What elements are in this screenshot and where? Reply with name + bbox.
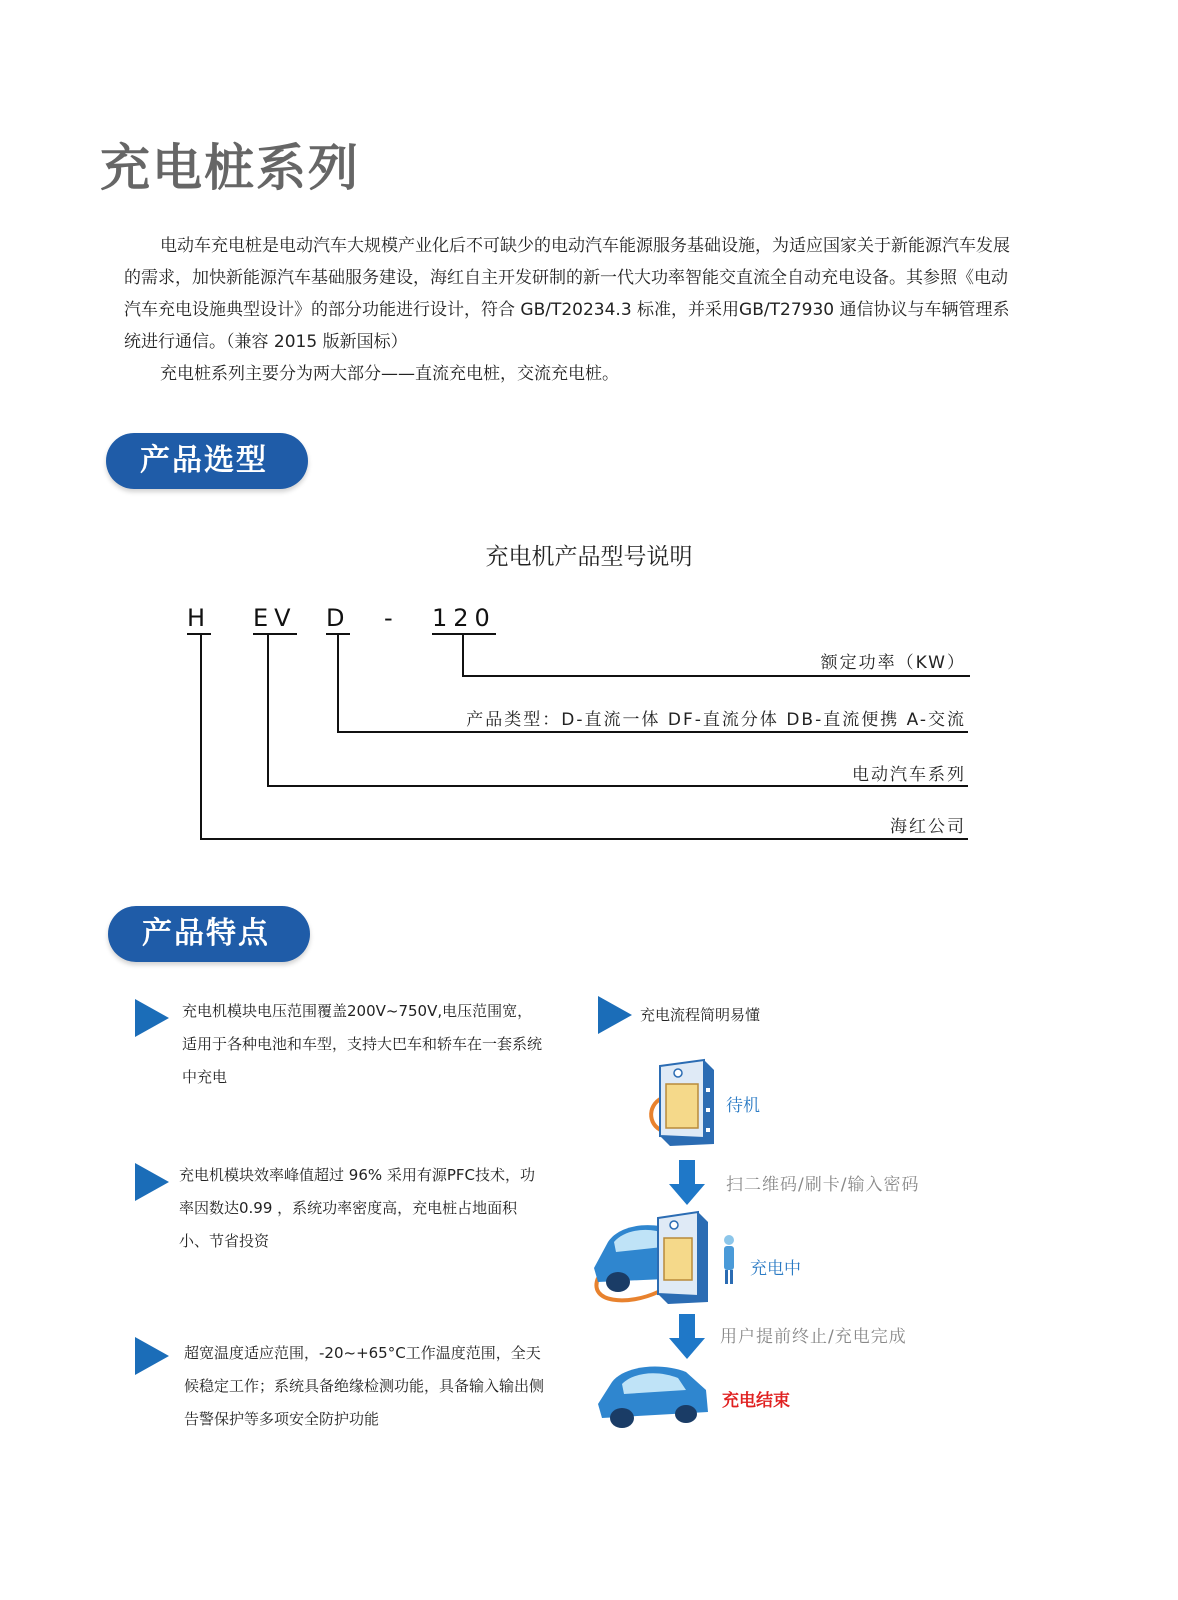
desc-rated-power: 额定功率（KW） bbox=[820, 653, 966, 673]
section-heading-model-selection: 产品选型 bbox=[106, 433, 308, 489]
flow-state-charging: 充电中 bbox=[750, 1259, 801, 1279]
flow-down-arrow-icon bbox=[668, 1160, 706, 1206]
flow-step-finish: 用户提前终止/充电完成 bbox=[720, 1327, 907, 1347]
intro-paragraph-2: 充电桩系列主要分为两大部分——直流充电桩，交流充电桩。 bbox=[160, 364, 619, 384]
flow-heading: 充电流程简明易懂 bbox=[640, 1006, 761, 1024]
car-charging-icon bbox=[588, 1208, 748, 1308]
desc-company: 海红公司 bbox=[890, 817, 966, 837]
section-heading-features: 产品特点 bbox=[108, 906, 310, 962]
diagram-title: 充电机产品型号说明 bbox=[485, 544, 693, 570]
flow-state-standby: 待机 bbox=[726, 1096, 760, 1116]
feature-3: 超宽温度适应范围，-20~+65°C工作温度范围，全天候稳定工作；系统具备绝缘检测功能，具备输入输出侧告警保护等多项安全防护功能 bbox=[184, 1344, 545, 1428]
flow-step-scan: 扫二维码/刷卡/输入密码 bbox=[726, 1175, 920, 1195]
model-code-dash: - bbox=[384, 604, 399, 632]
desc-product-type: 产品类型：D-直流一体 DF-直流分体 DB-直流便携 A-交流 bbox=[466, 710, 966, 730]
flow-down-arrow-icon bbox=[668, 1314, 706, 1360]
model-code-ev: EV bbox=[253, 604, 297, 632]
desc-ev-series: 电动汽车系列 bbox=[852, 765, 966, 785]
bullet-arrow-icon bbox=[135, 999, 169, 1037]
intro-paragraph-1: 电动车充电桩是电动汽车大规模产业化后不可缺少的电动汽车能源服务基础设施，为适应国家关于新能源汽车发展的需求，加快新能源汽车基础服务建设，海红自主开发研制的新一代大功率智能交直流全自动充电设备。其参照《电动汽车充电设施典型设计》的部分功能进行设计，符合 GB/T20234.3 标准，并采用GB/T27930 通信协议与车辆管理系统进行通信。（兼容 2015 版新国标） bbox=[124, 236, 1010, 352]
model-code-power: 120 bbox=[432, 604, 496, 632]
bullet-arrow-icon bbox=[598, 996, 632, 1034]
page-title: 充电桩系列 bbox=[100, 139, 360, 197]
model-code-d: D bbox=[326, 604, 350, 632]
feature-1: 充电机模块电压范围覆盖200V~750V,电压范围宽，适用于各种电池和车型，支持大巴车和轿车在一套系统中充电 bbox=[182, 1002, 543, 1086]
bullet-arrow-icon bbox=[135, 1337, 169, 1375]
feature-2: 充电机模块效率峰值超过 96% 采用有源PFC技术，功率因数达0.99 ，系统功率密度高，充电桩占地面积小、节省投资 bbox=[179, 1166, 536, 1250]
model-code-h: H bbox=[187, 604, 211, 632]
charger-standby-icon bbox=[648, 1058, 720, 1148]
car-finished-icon bbox=[594, 1356, 714, 1436]
bullet-arrow-icon bbox=[135, 1163, 169, 1201]
flow-state-end: 充电结束 bbox=[722, 1391, 790, 1411]
